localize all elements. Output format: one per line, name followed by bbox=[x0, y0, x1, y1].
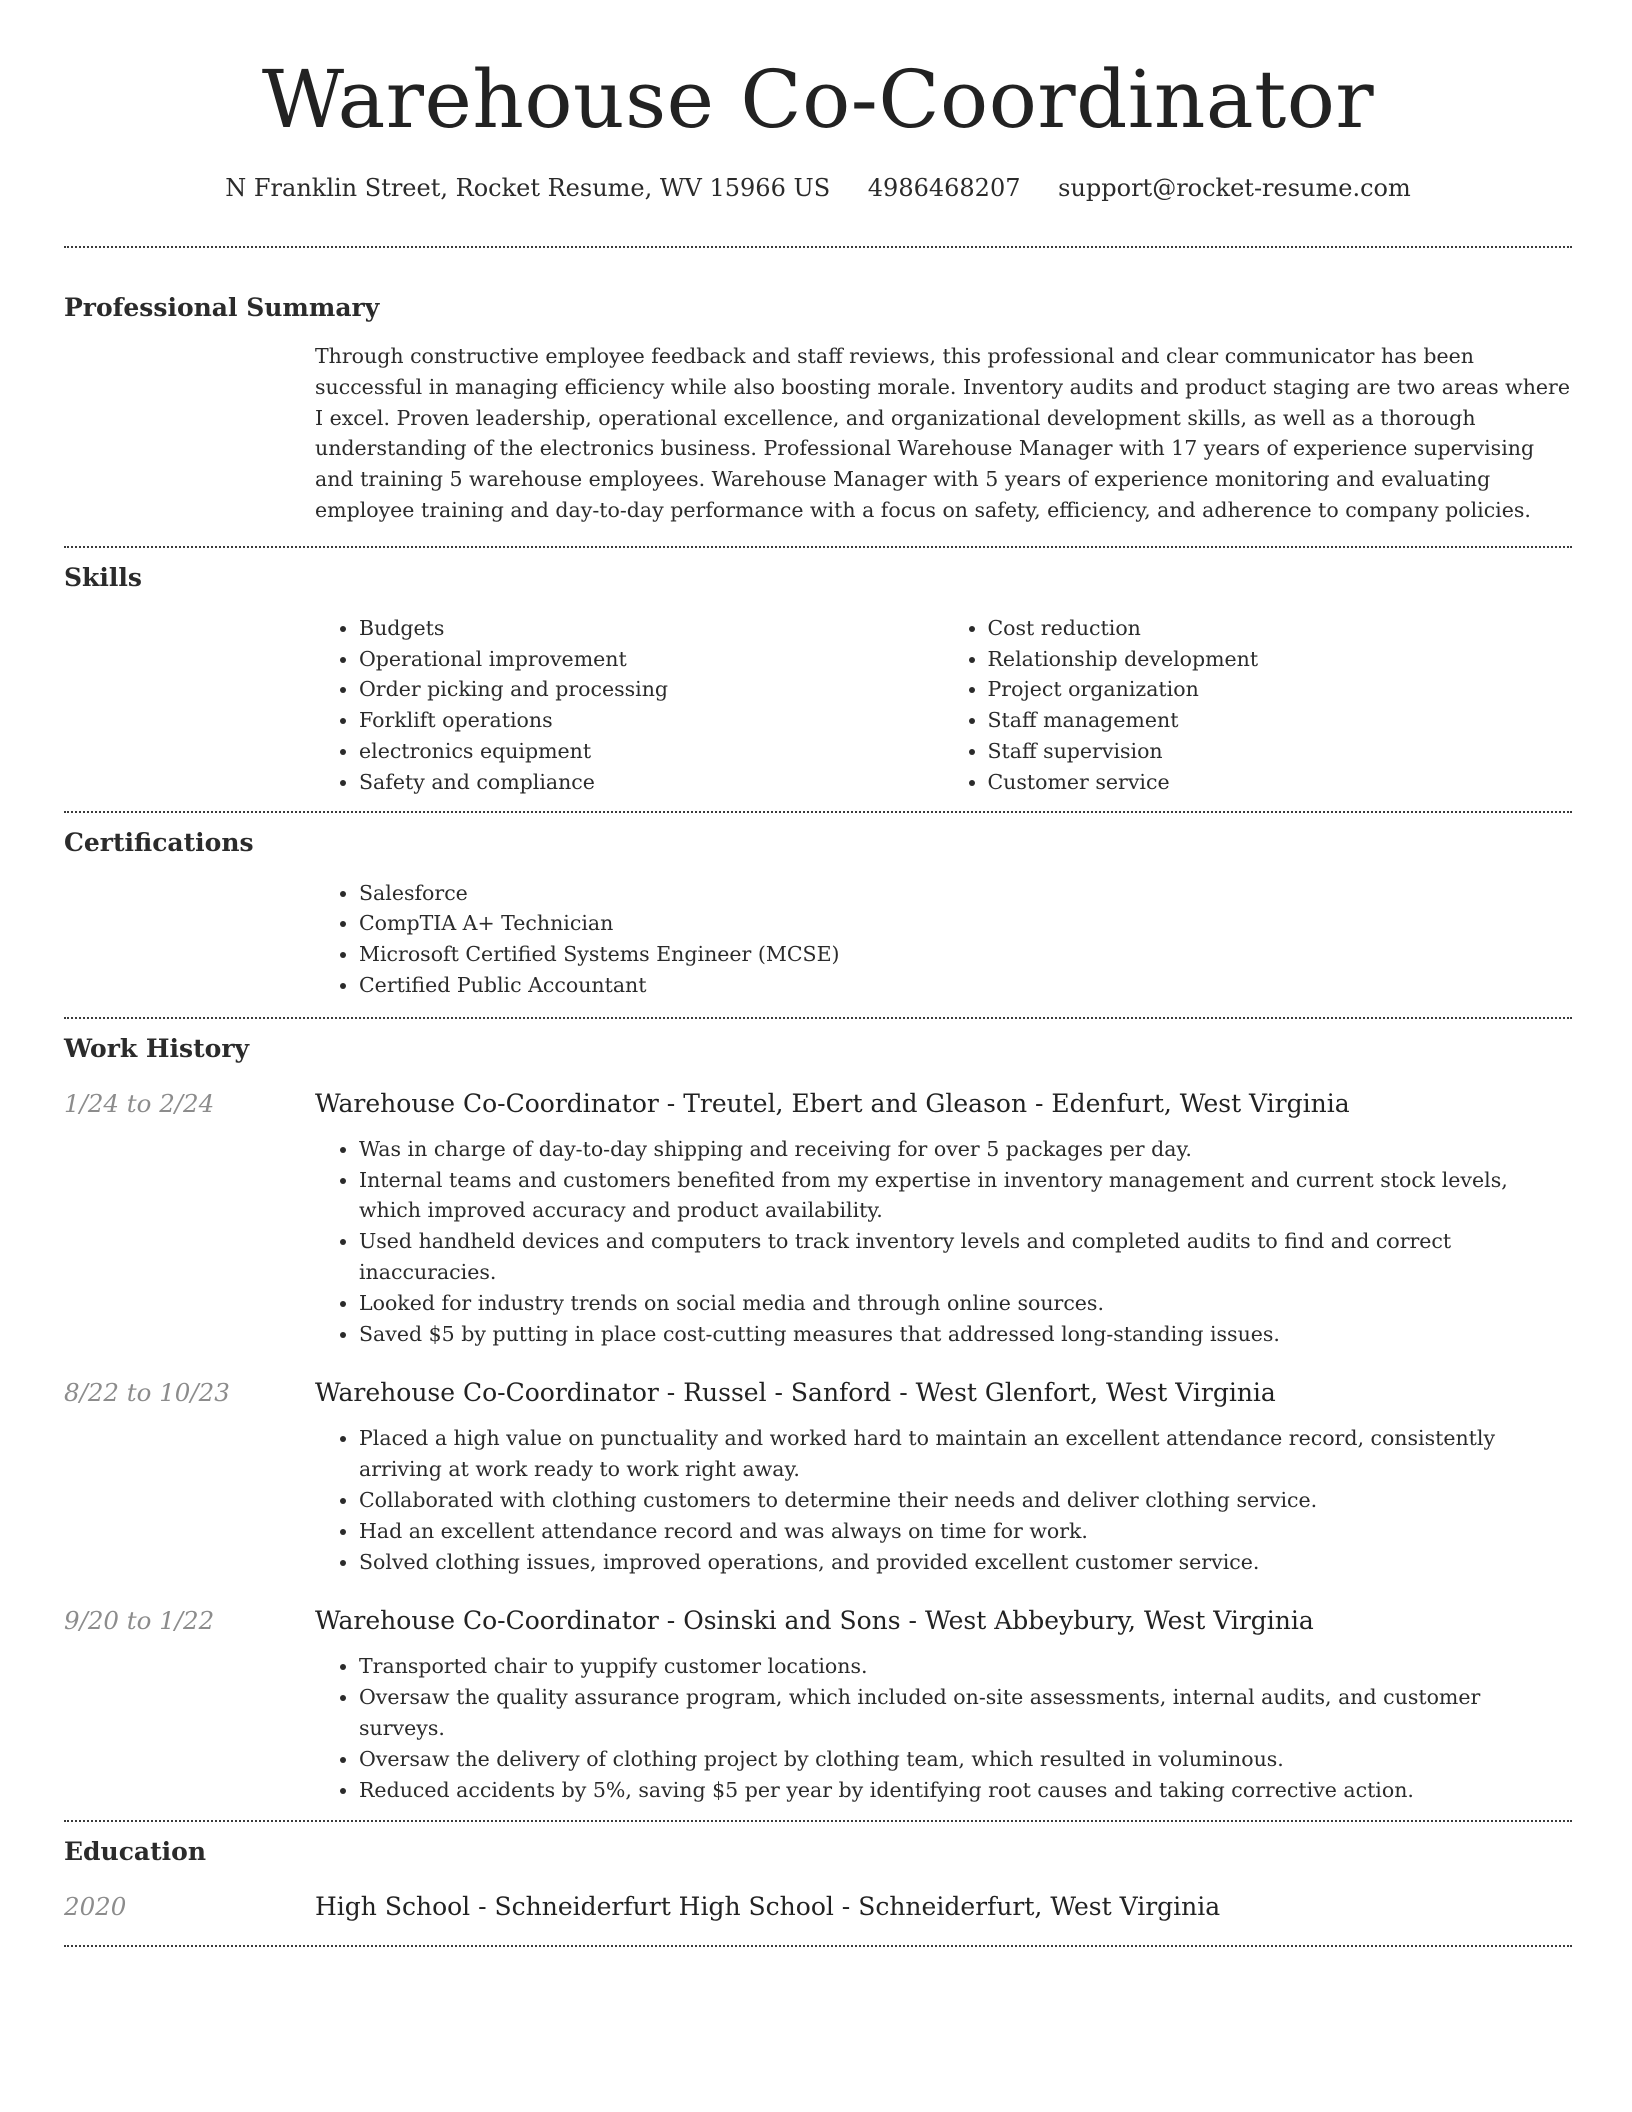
certifications-section bbox=[64, 813, 1572, 1001]
list-item: • Relationship development bbox=[988, 644, 1573, 675]
list-item: • Forklift operations bbox=[359, 705, 944, 736]
list-item: • Reduced accidents by 5%, saving $5 per year by identifying root causes and taking corrective action. bbox=[359, 1775, 1572, 1806]
list-item: • Had an excellent attendance record and was always on time for work. bbox=[359, 1516, 1572, 1547]
job-bullets bbox=[315, 1134, 1572, 1350]
job-dates: 1/24 to 2/24 bbox=[64, 1088, 215, 1118]
summary-section bbox=[64, 248, 1572, 526]
section-title-skills: Skills bbox=[64, 562, 142, 592]
skills-list-right bbox=[944, 613, 1573, 798]
list-item: • Saved $5 by putting in place cost-cutting measures that addressed long-standing issues. bbox=[359, 1319, 1572, 1350]
job-dates: 9/20 to 1/22 bbox=[64, 1606, 215, 1636]
list-item: • Oversaw the quality assurance program, which included on-site assessments, internal audits, and customer surveys. bbox=[359, 1682, 1572, 1744]
job-bullets bbox=[315, 1423, 1572, 1577]
address: N Franklin Street, Rocket Resume, WV 15966 US bbox=[225, 174, 831, 202]
list-item: • Operational improvement bbox=[359, 644, 944, 675]
skills-section bbox=[64, 548, 1572, 798]
list-item: • Order picking and processing bbox=[359, 674, 944, 705]
job-dates: 8/22 to 10/23 bbox=[64, 1378, 230, 1408]
candidate-name: Warehouse Co-Coordinator bbox=[261, 53, 1375, 146]
list-item: • Collaborated with clothing customers to determine their needs and deliver clothing service. bbox=[359, 1485, 1572, 1516]
list-item: • Salesforce bbox=[359, 878, 1572, 909]
job-title: Warehouse Co-Coordinator - Treutel, Ebert and Gleason - Edenfurt, West Virginia bbox=[315, 1088, 1350, 1118]
divider bbox=[64, 1945, 1572, 1947]
list-item: • Oversaw the delivery of clothing project by clothing team, which resulted in voluminous. bbox=[359, 1744, 1572, 1775]
list-item: • Staff management bbox=[988, 705, 1573, 736]
certifications-list bbox=[315, 878, 1572, 1001]
list-item: • Cost reduction bbox=[988, 613, 1573, 644]
section-title-education: Education bbox=[64, 1837, 207, 1867]
education-title: High School - Schneiderfurt High School - Schneiderfurt, West Virginia bbox=[315, 1892, 1221, 1922]
list-item: • Microsoft Certified Systems Engineer (MCSE) bbox=[359, 939, 1572, 970]
contact-line bbox=[64, 170, 1572, 206]
list-item: • Project organization bbox=[988, 674, 1573, 705]
job-title: Warehouse Co-Coordinator - Russel - Sanford - West Glenfort, West Virginia bbox=[315, 1378, 1276, 1408]
list-item: • Was in charge of day-to-day shipping and receiving for over 5 packages per day. bbox=[359, 1134, 1572, 1165]
job-entry bbox=[64, 1086, 1572, 1350]
list-item: • Transported chair to yuppify customer locations. bbox=[359, 1651, 1572, 1682]
email: support@rocket-resume.com bbox=[1058, 174, 1411, 202]
work-history-section bbox=[64, 1019, 1572, 1806]
list-item: • Solved clothing issues, improved operations, and provided excellent customer service. bbox=[359, 1547, 1572, 1578]
list-item: • Internal teams and customers benefited from my expertise in inventory management and current stock levels, which improved accuracy and product availability. bbox=[359, 1165, 1572, 1227]
list-item: • Budgets bbox=[359, 613, 944, 644]
list-item: • Customer service bbox=[988, 767, 1573, 798]
education-section bbox=[64, 1822, 1572, 1925]
job-entry bbox=[64, 1375, 1572, 1577]
job-title: Warehouse Co-Coordinator - Osinski and Sons - West Abbeybury, West Virginia bbox=[315, 1606, 1314, 1636]
list-item: • CompTIA A+ Technician bbox=[359, 908, 1572, 939]
list-item: • Placed a high value on punctuality and worked hard to maintain an excellent attendance record, consistently arriving at work ready to work right away. bbox=[359, 1423, 1572, 1485]
skills-list-left bbox=[315, 613, 944, 798]
list-item: • Used handheld devices and computers to track inventory levels and completed audits to find and correct inaccuracies. bbox=[359, 1226, 1572, 1288]
education-entry bbox=[64, 1889, 1572, 1925]
phone: 4986468207 bbox=[867, 174, 1021, 202]
list-item: • Safety and compliance bbox=[359, 767, 944, 798]
education-year: 2020 bbox=[64, 1892, 127, 1922]
resume-page bbox=[64, 0, 1572, 1947]
job-entry bbox=[64, 1603, 1572, 1805]
list-item: • Staff supervision bbox=[988, 736, 1573, 767]
list-item: • electronics equipment bbox=[359, 736, 944, 767]
section-title-summary: Professional Summary bbox=[64, 293, 380, 322]
section-title-certifications: Certifications bbox=[64, 827, 254, 857]
job-bullets bbox=[315, 1651, 1572, 1805]
summary-text: Through constructive employee feedback and staff reviews, this professional and clear communicator has been successful in managing efficiency while also boosting morale. Inventory audits and product staging are two areas where I excel. Proven leadership, operational excellence, and organizational development skills, as well as a thorough understanding of the electronics business. Professional Warehouse Manager with 17 years of experience supervising and training 5 warehouse employees. Warehouse Manager with 5 years of experience monitoring and evaluating employee training and day-to-day performance with a focus on safety, efficiency, and adherence to company policies. bbox=[315, 344, 1570, 522]
list-item: • Certified Public Accountant bbox=[359, 970, 1572, 1001]
list-item: • Looked for industry trends on social media and through online sources. bbox=[359, 1288, 1572, 1319]
section-title-work-history: Work History bbox=[64, 1033, 250, 1063]
